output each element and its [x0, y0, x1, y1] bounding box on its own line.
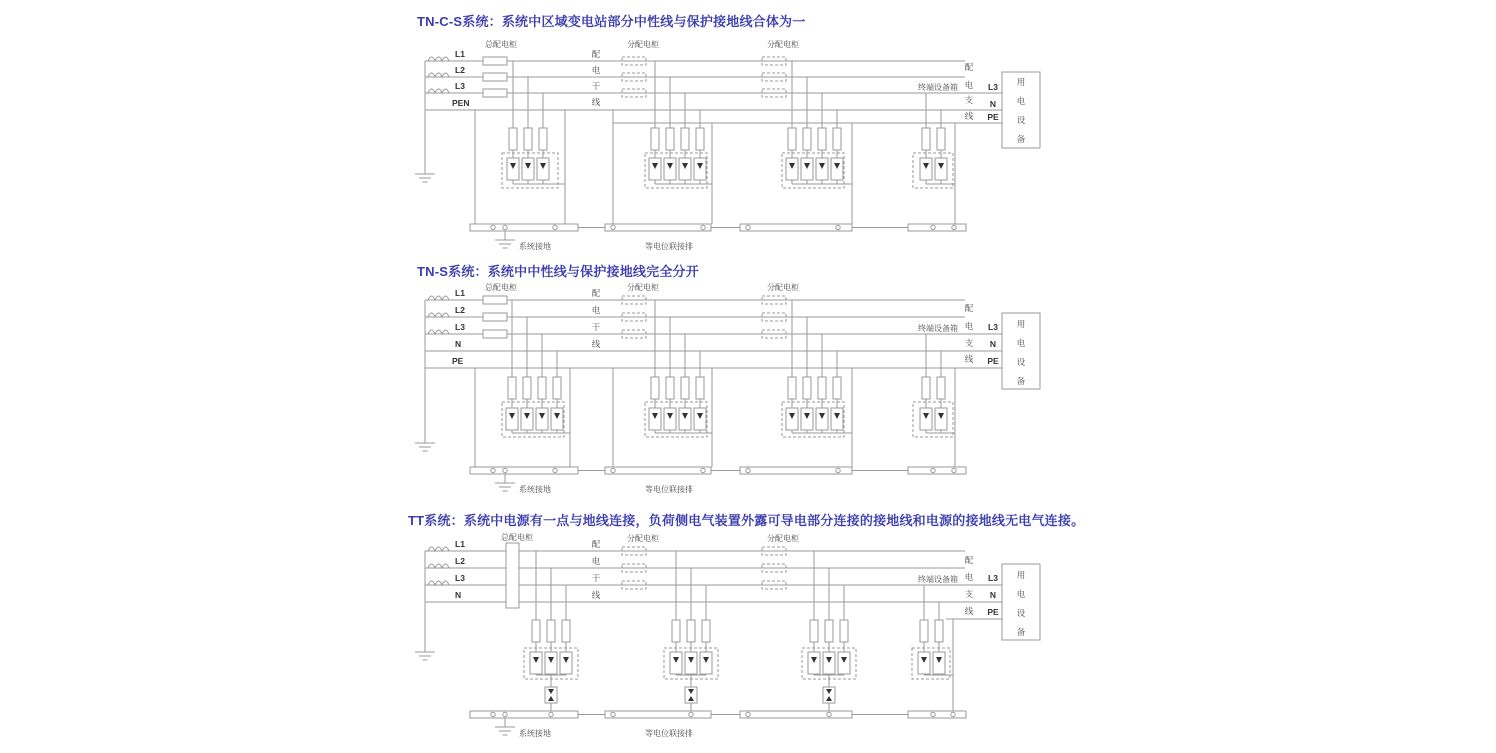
- source-earth-icon: [415, 174, 435, 182]
- fuse-icon: [803, 377, 811, 399]
- spark-gap-icon: [685, 687, 697, 703]
- fuse-icon: [920, 620, 928, 642]
- fuse-icon: [696, 377, 704, 399]
- fuse-icon: [547, 620, 555, 642]
- svg-text:电: 电: [591, 556, 601, 566]
- busbar-hole: [503, 712, 507, 716]
- spd-icon: [670, 652, 682, 674]
- busbar-hole: [611, 468, 615, 472]
- dist-cabinet-label: 分配电柜: [627, 40, 659, 49]
- busbar-hole: [701, 468, 705, 472]
- transformer-coils: [428, 547, 449, 585]
- spd-icon: [935, 408, 947, 430]
- branch-label-l3: L3: [988, 322, 998, 332]
- svg-text:电: 电: [591, 65, 601, 75]
- svg-text:电: 电: [591, 305, 601, 315]
- spd-icon: [507, 158, 519, 180]
- conductor-label-l2: L2: [455, 305, 465, 315]
- fuse-icon: [681, 128, 689, 150]
- busbar-hole: [553, 225, 557, 229]
- spd-group-2: [664, 551, 718, 711]
- system-earthing-label: 系统接地: [519, 242, 551, 250]
- equipotential-busbar: [470, 711, 966, 738]
- busbar-hole: [611, 225, 615, 229]
- fuse-icon: [833, 128, 841, 150]
- tt-diagram: [400, 533, 1060, 752]
- busbar-hole: [689, 712, 693, 716]
- spd-icon: [935, 158, 947, 180]
- branch-label-pe: PE: [987, 356, 999, 366]
- svg-text:线: 线: [591, 590, 601, 600]
- transformer-coils: [428, 57, 449, 93]
- svg-text:用: 用: [1016, 570, 1026, 580]
- spd-icon: [920, 158, 932, 180]
- spd-icon: [545, 652, 557, 674]
- busbar-hole: [746, 468, 750, 472]
- spd-icon: [786, 408, 798, 430]
- spd-icon: [530, 652, 542, 674]
- dist-cabinet-label: 分配电柜: [767, 283, 799, 292]
- fuse-icon: [818, 128, 826, 150]
- svg-text:干: 干: [591, 573, 601, 583]
- coil-icon: [428, 313, 449, 317]
- fuse-icon: [524, 128, 532, 150]
- svg-text:支: 支: [964, 95, 974, 105]
- svg-text:电: 电: [964, 321, 974, 331]
- svg-text:用: 用: [1016, 319, 1026, 329]
- svg-text:配: 配: [591, 288, 601, 298]
- svg-text:用: 用: [1016, 77, 1026, 87]
- busbar-hole: [931, 712, 935, 716]
- spd-icon: [831, 408, 843, 430]
- transformer-coils: [428, 296, 449, 334]
- spd-group-3: [782, 300, 852, 467]
- spd-icon: [838, 652, 850, 674]
- svg-text:配: 配: [964, 303, 974, 313]
- distribution-cabinet-1: [622, 533, 659, 589]
- busbar-hole: [827, 712, 831, 716]
- svg-text:支: 支: [964, 589, 974, 599]
- busbar-hole: [952, 468, 956, 472]
- svg-text:配: 配: [964, 62, 974, 72]
- spd-icon: [786, 158, 798, 180]
- svg-text:设: 设: [1016, 115, 1026, 125]
- conductor-label-pe: PE: [452, 356, 464, 366]
- dist-cabinet-label: 分配电柜: [627, 283, 659, 292]
- coil-icon: [428, 330, 449, 334]
- coil-icon: [428, 296, 449, 300]
- coil-icon: [428, 89, 449, 93]
- fuse-icon: [810, 620, 818, 642]
- spd-icon: [823, 652, 835, 674]
- spd-icon: [918, 652, 930, 674]
- spd-icon: [694, 158, 706, 180]
- spd-icon: [831, 158, 843, 180]
- spark-gap-icon: [823, 687, 835, 703]
- fuse-icon: [666, 377, 674, 399]
- busbar-hole: [491, 468, 495, 472]
- fuse-icon: [562, 620, 570, 642]
- branch-label-n: N: [989, 99, 997, 109]
- fuse-icon: [696, 128, 704, 150]
- spd-group-2: [645, 61, 712, 224]
- spd-icon: [521, 408, 533, 430]
- spd-icon: [808, 652, 820, 674]
- busbar-hole: [952, 225, 956, 229]
- busbar-hole: [491, 712, 495, 716]
- conductor-label-n: N: [455, 339, 462, 349]
- spd-group-4: [912, 585, 953, 711]
- conductor-label-pen: PEN: [452, 98, 470, 108]
- spd-icon: [933, 652, 945, 674]
- coil-icon: [428, 581, 449, 585]
- svg-text:线: 线: [964, 354, 974, 364]
- spd-icon: [801, 158, 813, 180]
- fuse-icon: [651, 128, 659, 150]
- spd-icon: [536, 408, 548, 430]
- dist-cabinet-label: 分配电柜: [767, 534, 799, 543]
- fuse-icon: [702, 620, 710, 642]
- svg-text:备: 备: [1016, 134, 1026, 144]
- tns-title: TN-S系统：系统中中性线与保护接地线完全分开: [417, 264, 699, 279]
- fuse-icon: [788, 377, 796, 399]
- main-cabinet-label: 总配电柜: [485, 283, 517, 292]
- branch-label-pe: PE: [987, 112, 999, 122]
- conductor-label-l3: L3: [455, 81, 465, 91]
- fuse-icon: [935, 620, 943, 642]
- coil-icon: [428, 564, 449, 568]
- fuse-icon: [840, 620, 848, 642]
- spd-icon: [679, 158, 691, 180]
- busbar-hole: [553, 468, 557, 472]
- fuse-icon: [803, 128, 811, 150]
- spd-group-1: [475, 300, 570, 467]
- system-earth-icon: [495, 483, 515, 491]
- system-earthing-label: 系统接地: [519, 729, 551, 738]
- source-earth-icon: [415, 443, 435, 451]
- consumer-equipment-box: [1002, 564, 1040, 640]
- fuse-icon: [681, 377, 689, 399]
- svg-text:电: 电: [1016, 338, 1026, 348]
- conductor-label-l2: L2: [455, 65, 465, 75]
- spd-icon: [694, 408, 706, 430]
- terminal-box-label: 终端设备箱: [918, 83, 958, 92]
- svg-text:线: 线: [591, 97, 601, 107]
- branch-label-l3: L3: [988, 82, 998, 92]
- dist-cabinet-label: 分配电柜: [627, 534, 659, 543]
- busbar-hole: [931, 225, 935, 229]
- coil-icon: [428, 73, 449, 77]
- conductor-label-l3: L3: [455, 573, 465, 583]
- busbar-hole: [836, 225, 840, 229]
- distribution-cabinet-1: [622, 283, 659, 338]
- equipotential-busbar: [470, 224, 966, 250]
- main-distribution-cabinet: [483, 39, 517, 97]
- svg-text:线: 线: [591, 339, 601, 349]
- busbar-hole: [931, 468, 935, 472]
- equipotential-bar-label: 等电位联接排: [645, 485, 693, 494]
- svg-text:支: 支: [964, 338, 974, 348]
- branch-line-label: [965, 62, 974, 121]
- fuse-icon: [937, 128, 945, 150]
- svg-text:干: 干: [591, 322, 601, 332]
- coil-icon: [428, 57, 449, 61]
- spd-group-2: [613, 300, 712, 467]
- spd-icon: [551, 408, 563, 430]
- conductor-label-l3: L3: [455, 322, 465, 332]
- busbar-hole: [491, 225, 495, 229]
- tncs-title: TN-C-S系统：系统中区域变电站部分中性线与保护接地线合体为一: [417, 14, 806, 29]
- fuse-icon: [818, 377, 826, 399]
- busbar-hole: [951, 712, 955, 716]
- spd-icon: [522, 158, 534, 180]
- spd-icon: [664, 408, 676, 430]
- svg-text:干: 干: [591, 81, 601, 91]
- fuse-icon: [553, 377, 561, 399]
- system-earth-icon: [495, 727, 515, 735]
- svg-text:电: 电: [964, 80, 974, 90]
- fuse-icon: [922, 377, 930, 399]
- distribution-cabinet-2: [762, 39, 799, 97]
- spd-icon: [816, 408, 828, 430]
- dist-cabinet-label: 分配电柜: [767, 40, 799, 49]
- svg-text:备: 备: [1016, 376, 1026, 386]
- fuse-icon: [922, 128, 930, 150]
- trunk-line-label: [592, 49, 601, 107]
- svg-text:线: 线: [964, 606, 974, 616]
- conductor-label-l1: L1: [455, 288, 465, 298]
- svg-text:备: 备: [1016, 627, 1026, 637]
- svg-text:配: 配: [964, 555, 974, 565]
- fuse-icon: [825, 620, 833, 642]
- branch-label-n: N: [989, 590, 997, 600]
- system-earthing-label: 系统接地: [519, 485, 551, 494]
- spd-icon: [816, 158, 828, 180]
- distribution-cabinet-2: [762, 283, 799, 338]
- fuse-icon: [687, 620, 695, 642]
- fuse-icon: [672, 620, 680, 642]
- fuse-icon: [937, 377, 945, 399]
- equipotential-busbar: [470, 467, 966, 494]
- fuse-icon: [651, 377, 659, 399]
- spd-icon: [649, 408, 661, 430]
- svg-text:线: 线: [964, 111, 974, 121]
- main-cabinet-label: 总配电柜: [501, 533, 533, 542]
- branch-label-l3: L3: [988, 573, 998, 583]
- spd-icon: [700, 652, 712, 674]
- spd-icon: [679, 408, 691, 430]
- svg-text:配: 配: [591, 49, 601, 59]
- fuse-icon: [523, 377, 531, 399]
- coil-icon: [428, 547, 449, 551]
- equipotential-bar-label: 等电位联接排: [645, 242, 693, 250]
- busbar-hole: [503, 468, 507, 472]
- spd-group-4: [913, 334, 955, 467]
- branch-label-pe: PE: [987, 607, 999, 617]
- tncs-diagram: [400, 35, 1060, 250]
- busbar-hole: [746, 712, 750, 716]
- fuse-icon: [539, 128, 547, 150]
- main-distribution-cabinet: [501, 533, 533, 608]
- trunk-line-label: [592, 288, 601, 349]
- fuse-icon: [508, 377, 516, 399]
- branch-label-n: N: [989, 339, 997, 349]
- conductor-label-l2: L2: [455, 556, 465, 566]
- spd-group-1: [475, 61, 565, 224]
- busbar-hole: [836, 468, 840, 472]
- terminal-box-label: 终端设备箱: [918, 575, 958, 584]
- spd-icon: [560, 652, 572, 674]
- source-earth-icon: [415, 652, 435, 660]
- conductor-label-l1: L1: [455, 49, 465, 59]
- fuse-icon: [509, 128, 517, 150]
- svg-text:电: 电: [1016, 96, 1026, 106]
- busbar-hole: [503, 225, 507, 229]
- fuse-icon: [833, 377, 841, 399]
- spd-icon: [506, 408, 518, 430]
- busbar-hole: [549, 712, 553, 716]
- fuse-icon: [538, 377, 546, 399]
- busbar-hole: [611, 712, 615, 716]
- conductor-label-n: N: [455, 590, 462, 600]
- trunk-line-label: [592, 539, 601, 600]
- busbar-hole: [746, 225, 750, 229]
- fuse-icon: [788, 128, 796, 150]
- terminal-box-label: 终端设备箱: [918, 324, 958, 333]
- svg-text:电: 电: [964, 572, 974, 582]
- fuse-icon: [666, 128, 674, 150]
- distribution-cabinet-2: [762, 533, 799, 589]
- equipotential-bar-label: 等电位联接排: [645, 729, 693, 738]
- spark-gap-icon: [545, 687, 557, 703]
- consumer-equipment-box: [1002, 313, 1040, 389]
- svg-text:设: 设: [1016, 357, 1026, 367]
- fuse-icon: [532, 620, 540, 642]
- tns-diagram: [400, 283, 1060, 500]
- main-cabinet-label: 总配电柜: [485, 40, 517, 49]
- svg-text:电: 电: [1016, 589, 1026, 599]
- tt-title: TT系统：系统中电源有一点与地线连接，负荷侧电气装置外露可导电部分连接的接地线和电源的接地线无电气连接。: [408, 513, 1085, 528]
- spd-icon: [537, 158, 549, 180]
- spd-group-1: [524, 551, 578, 711]
- system-earth-icon: [495, 240, 515, 248]
- spd-group-4: [913, 93, 955, 224]
- spd-group-3: [802, 551, 856, 711]
- consumer-equipment-box: [1002, 72, 1040, 148]
- spd-icon: [920, 408, 932, 430]
- conductor-label-l1: L1: [455, 539, 465, 549]
- spd-icon: [649, 158, 661, 180]
- busbar-hole: [701, 225, 705, 229]
- spd-icon: [664, 158, 676, 180]
- svg-text:配: 配: [591, 539, 601, 549]
- distribution-cabinet-1: [622, 39, 659, 97]
- spd-group-3: [782, 61, 852, 224]
- spd-icon: [801, 408, 813, 430]
- spd-icon: [685, 652, 697, 674]
- svg-text:设: 设: [1016, 608, 1026, 618]
